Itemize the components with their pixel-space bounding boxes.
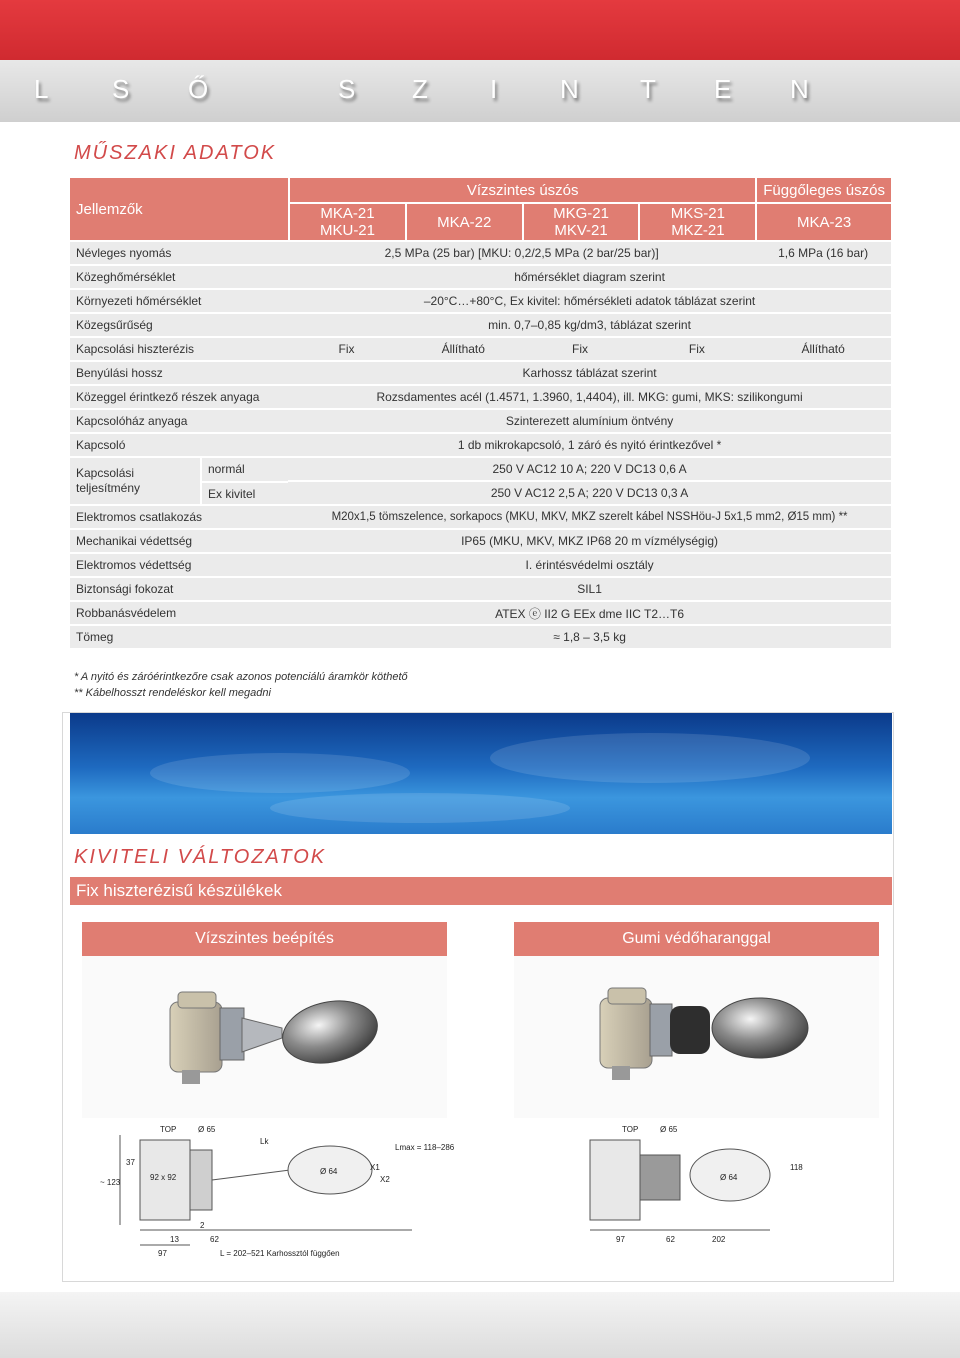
spec-row	[70, 626, 891, 648]
header-letter: S	[338, 74, 356, 104]
switching-sub-label: Ex kivitel	[208, 487, 256, 501]
spec-label: Közeghőmérséklet	[70, 266, 288, 288]
dimension-drawings	[30, 1110, 890, 1260]
water-photo	[70, 713, 892, 834]
dim-label: Lk	[260, 1137, 269, 1146]
dim-label: Ø 65	[660, 1125, 678, 1134]
dim-label: 37	[126, 1158, 135, 1167]
dim-label: X2	[380, 1175, 390, 1184]
spec-label: Környezeti hőmérséklet	[70, 290, 288, 312]
spec-row	[70, 386, 891, 408]
spec-value: –20°C…+80°C, Ex kivitel: hőmérsékleti adatok táblázat szerint	[288, 290, 891, 312]
spec-label: Mechanikai védettség	[70, 530, 288, 552]
dim-label: Lmax = 118–286	[395, 1143, 455, 1152]
spec-label: Névleges nyomás	[70, 242, 288, 264]
model-header: MKA-21 MKU-21	[288, 204, 405, 240]
spec-label: Közeggel érintkező részek anyaga	[70, 386, 288, 408]
dim-label: 97	[158, 1249, 167, 1258]
dim-label: ~ 123	[100, 1178, 121, 1187]
dim-label: 97	[616, 1235, 625, 1244]
horizontal-switch-photo	[82, 956, 447, 1118]
spec-value: 250 V AC12 10 A; 220 V DC13 0,6 A	[288, 458, 891, 480]
spec-table	[70, 176, 891, 650]
header-letter: S	[112, 74, 130, 104]
footnote: ** Kábelhosszt rendeléskor kell megadni	[74, 687, 271, 699]
horizontal-mounting-title: Vízszintes beépítés	[82, 922, 447, 956]
dim-label: 13	[170, 1235, 179, 1244]
dim-label: Ø 65	[198, 1125, 216, 1134]
header-letter: I	[490, 74, 498, 104]
spec-value: 250 V AC12 2,5 A; 220 V DC13 0,3 A	[288, 482, 891, 504]
spec-value: Karhossz táblázat szerint	[288, 362, 891, 384]
spec-row	[70, 410, 891, 432]
spec-row	[70, 434, 891, 456]
spec-row	[70, 578, 891, 600]
top-red-bar	[0, 0, 960, 60]
spec-value: M20x1,5 tömszelence, sorkapocs (MKU, MKV, MKZ szerelt kábel NSSHöu-J 5x1,5 mm2, Ø15 mm) **	[288, 506, 891, 528]
spec-row	[70, 338, 891, 360]
model-header: MKA-22	[405, 204, 522, 240]
header-letter: T	[640, 74, 656, 104]
spec-value: Szinterezett alumínium öntvény	[288, 410, 891, 432]
horizontal-float-group: Vízszintes úszós	[288, 178, 755, 202]
model-header: MKG-21 MKV-21	[522, 204, 639, 240]
hysteresis-value: Fix	[522, 338, 639, 360]
spec-value: 2,5 MPa (25 bar) [MKU: 0,2/2,5 MPa (2 bar/25 bar)]	[288, 242, 755, 264]
header-letter: N	[790, 74, 809, 104]
header-letter: Ő	[188, 74, 209, 104]
spec-label: Elektromos csatlakozás	[70, 506, 288, 528]
dim-label: 2	[200, 1221, 205, 1230]
dim-label: Ø 64	[320, 1167, 338, 1176]
header-letter: L	[34, 74, 49, 104]
dim-label: TOP	[160, 1125, 177, 1134]
rubber-bell-title: Gumi védőharanggal	[514, 922, 879, 956]
spec-row	[70, 362, 891, 384]
dim-label: 62	[666, 1235, 675, 1244]
spec-label: Robbanásvédelem	[70, 602, 288, 624]
dim-label: 62	[210, 1235, 219, 1244]
spec-label: Kapcsolóház anyaga	[70, 410, 288, 432]
header-band	[0, 60, 960, 122]
header-letter: Z	[412, 74, 428, 104]
spec-value: ATEX ⓔ II2 G EEx dme IIC T2…T6	[288, 602, 891, 624]
spec-row	[70, 506, 891, 528]
spec-label: Kapcsoló	[70, 434, 288, 456]
variants-title: KIVITELI VÁLTOZATOK	[74, 846, 327, 868]
header-letter: N	[560, 74, 579, 104]
footer-texture	[0, 1292, 960, 1358]
spec-value: min. 0,7–0,85 kg/dm3, táblázat szerint	[288, 314, 891, 336]
spec-value: ≈ 1,8 – 3,5 kg	[288, 626, 891, 648]
switching-capacity-cell	[70, 458, 288, 504]
spec-value: 1,6 MPa (16 bar)	[755, 242, 891, 264]
spec-value: Rozsdamentes acél (1.4571, 1.3960, 1,4404), ill. MKG: gumi, MKS: szilikongumi	[288, 386, 891, 408]
footnote: * A nyitó és záróérintkezőre csak azonos potenciálú áramkör köthető	[74, 671, 408, 683]
hysteresis-value: Állítható	[755, 338, 891, 360]
spec-label: Benyúlási hossz	[70, 362, 288, 384]
spec-row	[70, 458, 891, 480]
spec-label: Kapcsolási hiszterézis	[70, 338, 288, 360]
spec-value: I. érintésvédelmi osztály	[288, 554, 891, 576]
variants-subtitle: Fix hiszterézisű készülékek	[70, 877, 892, 905]
spec-value: hőmérséklet diagram szerint	[288, 266, 891, 288]
spec-label: Elektromos védettség	[70, 554, 288, 576]
dim-label: L = 202–521 Karhossztól függően	[220, 1249, 340, 1258]
feature-column-header: Jellemzők	[70, 178, 288, 240]
spec-header-row	[70, 178, 891, 202]
dim-label: X1	[370, 1163, 380, 1172]
spec-row	[70, 554, 891, 576]
hysteresis-value: Állítható	[405, 338, 522, 360]
model-header: MKA-23	[755, 204, 891, 240]
spec-value: SIL1	[288, 578, 891, 600]
technical-data-title: MŰSZAKI ADATOK	[74, 142, 277, 164]
dim-label: TOP	[622, 1125, 639, 1134]
spec-row	[70, 602, 891, 624]
model-header: MKS-21 MKZ-21	[638, 204, 755, 240]
dim-label: 202	[712, 1235, 726, 1244]
hysteresis-value: Fix	[638, 338, 755, 360]
dim-label: Ø 64	[720, 1173, 738, 1182]
spec-label: Közegsűrűség	[70, 314, 288, 336]
vertical-float-group: Függőleges úszós	[755, 178, 891, 202]
spec-label: Biztonsági fokozat	[70, 578, 288, 600]
spec-label: Tömeg	[70, 626, 288, 648]
header-letter: E	[714, 74, 732, 104]
spec-value: 1 db mikrokapcsoló, 1 záró és nyitó érintkezővel *	[288, 434, 891, 456]
switching-sub-label: normál	[202, 458, 288, 483]
dim-label: 92 x 92	[150, 1173, 177, 1182]
rubber-bell-switch-photo	[514, 956, 879, 1118]
spec-row	[70, 314, 891, 336]
spec-row	[70, 242, 891, 264]
spec-value: IP65 (MKU, MKV, MKZ IP68 20 m vízmélységig)	[288, 530, 891, 552]
dim-label: 118	[790, 1163, 803, 1172]
spec-row	[70, 530, 891, 552]
hysteresis-value: Fix	[288, 338, 405, 360]
spec-row	[70, 290, 891, 312]
spec-label: Kapcsolási teljesítmény	[76, 466, 141, 495]
spec-row	[70, 266, 891, 288]
